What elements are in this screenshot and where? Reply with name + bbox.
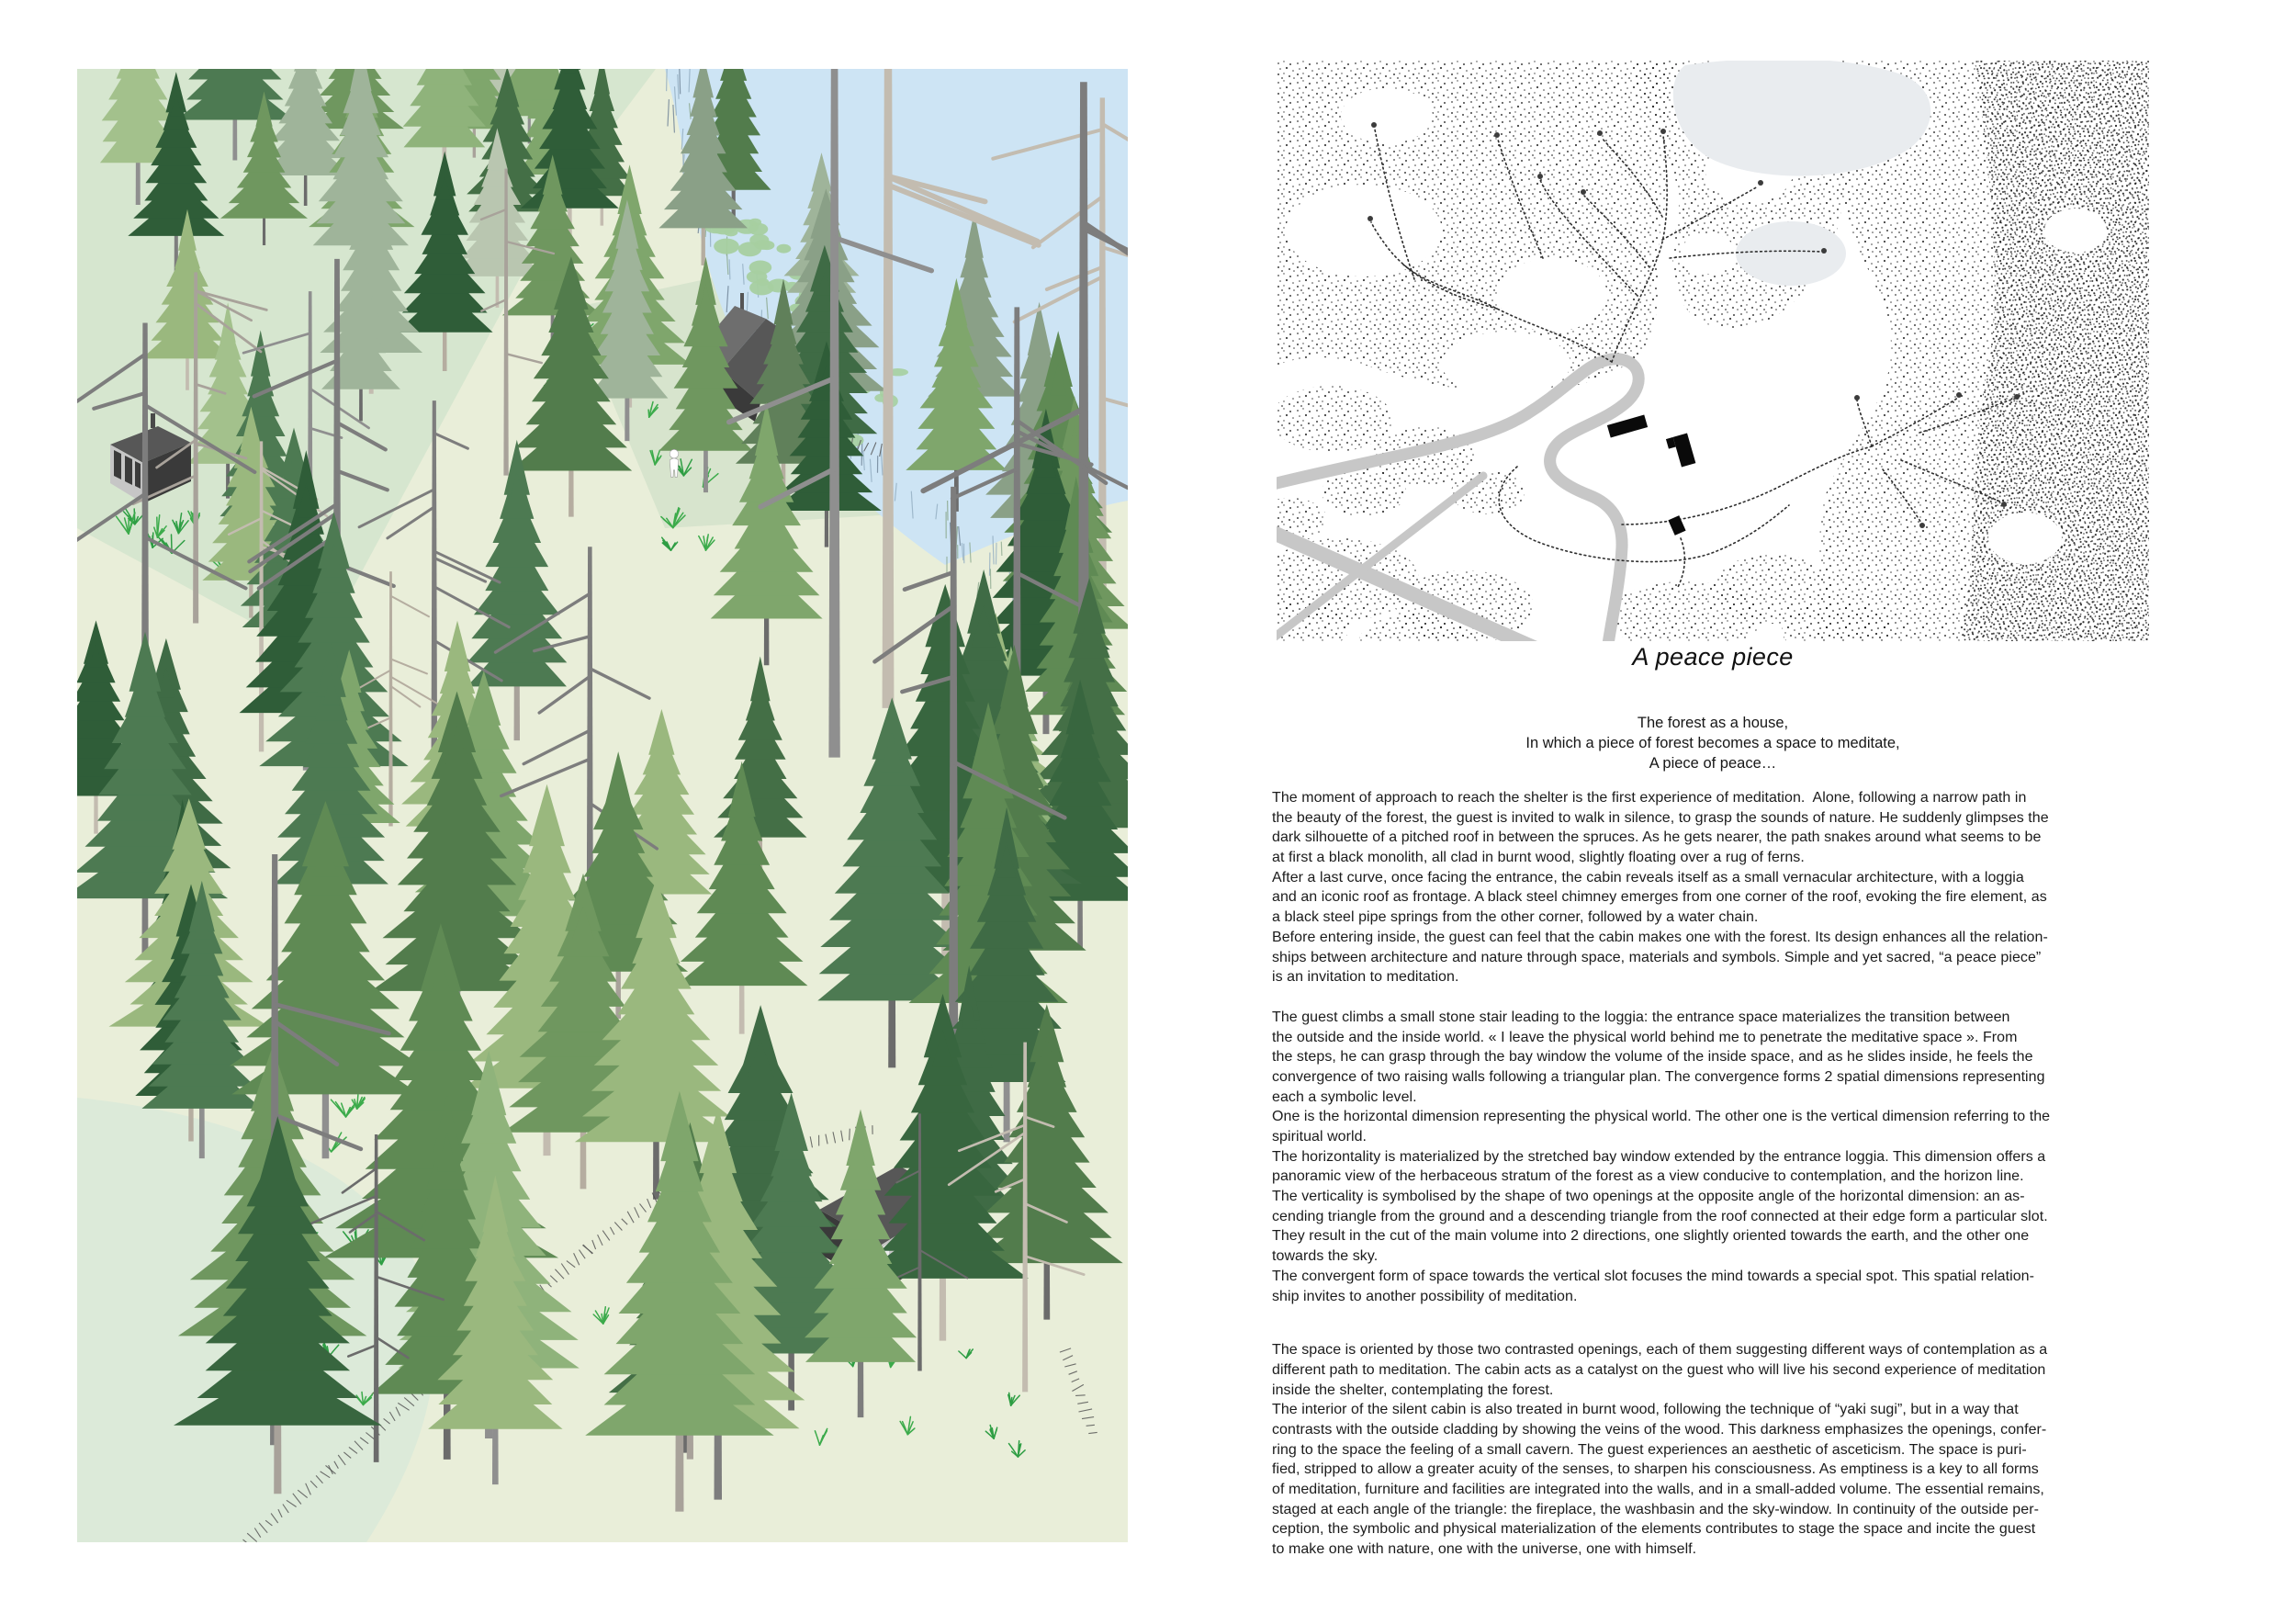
text-line: cending triangle from the ground and a descending triangle from the roof connected at their edge form a particular slot. (1272, 1208, 2048, 1224)
text-line: different path to meditation. The cabin acts as a catalyst on the guest who will live his second experience of meditation (1272, 1361, 2046, 1378)
text-line: The verticality is symbolised by the shape of two openings at the opposite angle of the horizontal dimension: an as- (1272, 1189, 2025, 1205)
text-line: fied, stripped to allow a greater acuity of the senses, to sharpen his consciousness. As emptiness is a key to all forms (1272, 1461, 2039, 1478)
body-paragraph (1272, 1340, 2282, 1560)
text-line: panoramic view of the herbaceous stratum of the forest as a view conducive to contemplation, and the horizon line. (1272, 1168, 2024, 1185)
text-line: One is the horizontal dimension representing the physical world. The other one is the vertical dimension referring to the (1272, 1109, 2051, 1125)
text-line: at first a black monolith, all clad in burnt wood, slightly floating over a rug of ferns. (1272, 850, 1805, 866)
epigraph-line: A piece of peace… (1649, 755, 1777, 772)
text-line: convergence of two raising walls following a triangular plan. The convergence forms 2 spatial dimensions representing (1272, 1068, 2045, 1085)
epigraph-line: In which a piece of forest becomes a space to meditate, (1525, 735, 1900, 751)
text-line: inside the shelter, contemplating the forest. (1272, 1382, 1554, 1398)
page-title: A peace piece (1632, 643, 1794, 671)
body-paragraph (1272, 1008, 2282, 1306)
text-line: the steps, he can grasp through the bay window the volume of the inside space, and as he slides inside, he feels the (1272, 1049, 2033, 1066)
text-line: The moment of approach to reach the shelter is the first experience of meditation. Alone, following a narrow path in (1272, 790, 2027, 806)
text-line: towards the sky. (1272, 1248, 1379, 1265)
site-plan-map (1277, 61, 2149, 641)
text-line: spiritual world. (1272, 1129, 1367, 1145)
text-line: The convergent form of space towards the vertical slot focuses the mind towards a special spot. This spatial relation- (1272, 1268, 2035, 1284)
epigraph (1272, 713, 2154, 773)
epigraph-line: The forest as a house, (1637, 715, 1789, 731)
forest-illustration (77, 69, 1128, 1542)
text-line: the beauty of the forest, the guest is invited to walk in silence, to grasp the sounds of nature. He suddenly glimpses the (1272, 809, 2049, 826)
text-line: The horizontality is materialized by the stretched bay window extended by the entrance loggia. This dimension offers a (1272, 1148, 2046, 1165)
text-line: dark silhouette of a pitched roof in between the spruces. As he gets nearer, the path snakes around what seems to be (1272, 829, 2042, 846)
body-paragraph (1272, 788, 2282, 987)
text-line: a black steel pipe springs from the other corner, followed by a water chain. (1272, 909, 1759, 926)
text-line: each a symbolic level. (1272, 1088, 1417, 1105)
text-line: Before entering inside, the guest can feel that the cabin makes one with the forest. Its design enhances all the relation- (1272, 929, 2048, 945)
text-line: The space is oriented by those two contrasted openings, each of them suggesting different ways of contemplation as a (1272, 1342, 2048, 1359)
text-line: contrasts with the outside cladding by showing the veins of the wood. This darkness emphasizes the openings, confer- (1272, 1421, 2047, 1438)
article-body (1272, 788, 2282, 1560)
text-line: staged at each angle of the triangle: the fireplace, the washbasin and the sky-window. In continuity of the outside per- (1272, 1501, 2039, 1517)
text-line: is an invitation to meditation. (1272, 969, 1459, 986)
text-line: the outside and the inside world. « I leave the physical world behind me to penetrate the meditative space ». From (1272, 1029, 2018, 1045)
text-line: to make one with nature, one with the universe, one with himself. (1272, 1541, 1697, 1558)
text-line: The interior of the silent cabin is also treated in burnt wood, following the technique of “yaki sugi”, but in a way that (1272, 1402, 2019, 1418)
text-line: They result in the cut of the main volume into 2 directions, one slightly oriented towards the earth, and the other one (1272, 1228, 2030, 1245)
text-line: ring to the space the feeling of a small cavern. The guest experiences an aesthetic of asceticism. The space is puri- (1272, 1441, 2027, 1458)
text-line: The guest climbs a small stone stair leading to the loggia: the entrance space materializes the transition between (1272, 1009, 2010, 1025)
text-line: ship invites to another possibility of meditation. (1272, 1288, 1578, 1304)
text-line: ception, the symbolic and physical materialization of the elements contributes to stage the space and incite the guest (1272, 1521, 2036, 1538)
text-line: ships between architecture and nature through space, materials and symbols. Simple and yet sacred, “a peace piece” (1272, 949, 2042, 965)
text-line: and an iconic roof as frontage. A black steel chimney emerges from one corner of the roof, evoking the fire element, as (1272, 889, 2047, 906)
text-line: of meditation, furniture and facilities are integrated into the walls, and in a small-added volume. The essential remains, (1272, 1482, 2044, 1497)
text-line: After a last curve, once facing the entrance, the cabin reveals itself as a small vernacular architecture, with a loggia (1272, 869, 2024, 885)
